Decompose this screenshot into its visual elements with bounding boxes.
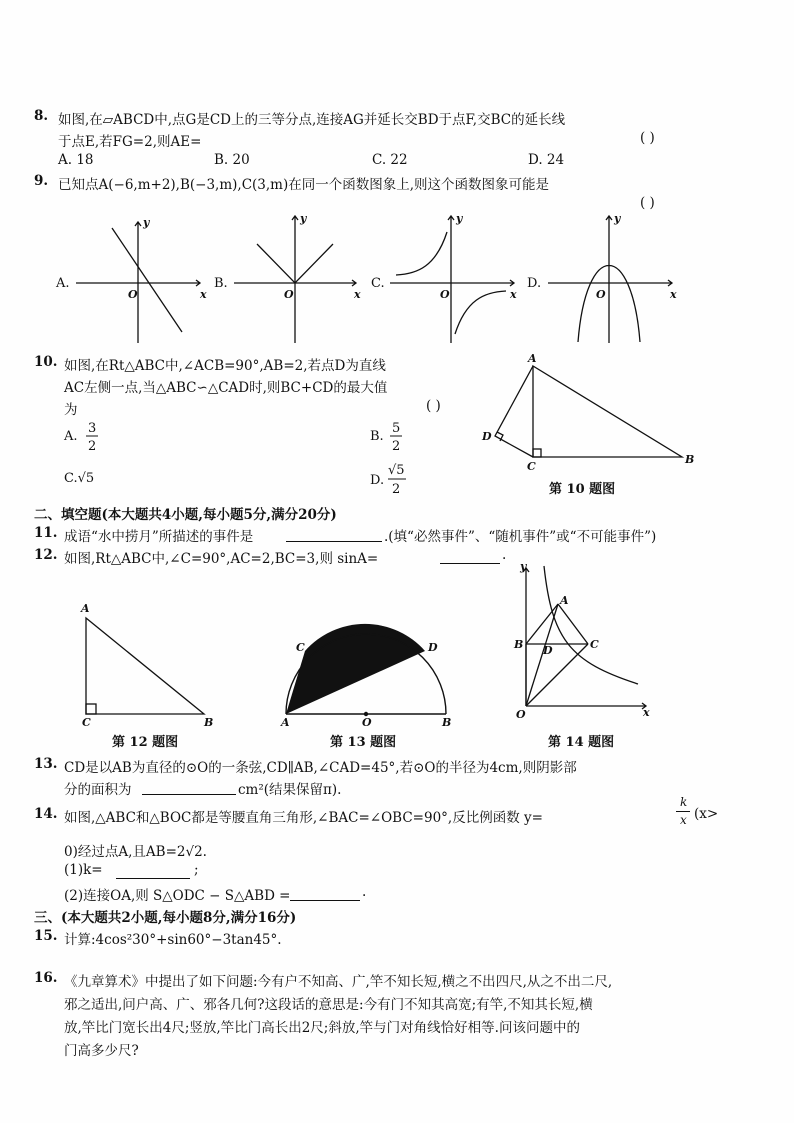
q9-a-origin: O	[128, 288, 138, 301]
fig14-figure	[523, 566, 646, 709]
section2-heading: 二、填空题(本大题共4小题,每小题5分,满分20分)	[34, 507, 337, 523]
q9-answer-paren: ( )	[640, 195, 655, 211]
q10-option-a-label: A.	[64, 429, 78, 444]
q8-text-line1: 如图,在▱ABCD中,点G是CD上的三等分点,连接AG并延长交BD于点F,交BC的延长线	[58, 112, 566, 128]
q10-text-line3: 为	[64, 402, 78, 418]
q10-text-line1: 如图,在Rt△ABC中,∠ACB=90°,AB=2,若点D为直线	[64, 358, 386, 374]
q10-answer-paren: ( )	[426, 398, 441, 414]
q8-number: 8.	[34, 108, 49, 124]
q14-part2-label: (2)连接OA,则 S△ODC − S△ABD =	[64, 888, 291, 904]
fig13-caption: 第 13 题图	[330, 735, 397, 750]
fig10-label-c: C	[527, 460, 536, 473]
fig12-label-a: A	[81, 602, 90, 615]
fig13-label-d: D	[428, 641, 438, 654]
q14-text-line1: 如图,△ABC和△BOC都是等腰直角三角形,∠BAC=∠OBC=90°,反比例函数 y=	[64, 810, 543, 826]
q13-text-line1: CD是以AB为直径的⊙O的一条弦,CD∥AB,∠CAD=45°,若⊙O的半径为4cm,则阴影部	[64, 760, 577, 776]
fig14-label-a: A	[560, 594, 569, 607]
q16-number: 16.	[34, 970, 58, 986]
q9-d-origin: O	[596, 288, 606, 301]
q14-fraction-num: k	[680, 795, 688, 809]
q14-fraction-bar	[676, 811, 690, 812]
q8-option-c: C. 22	[372, 152, 408, 168]
q10-option-a-den: 2	[88, 439, 97, 454]
q13-text-line2b: cm²(结果保留π).	[238, 782, 342, 798]
fig14-label-b: B	[514, 638, 524, 651]
q9-number: 9.	[34, 173, 49, 189]
q13-text-line2a: 分的面积为	[64, 782, 132, 798]
q16-text-line4: 门高多少尺?	[64, 1043, 139, 1059]
q14-text-line2: 0)经过点A,且AB=2√2.	[64, 844, 207, 860]
q10-text-line2: AC左侧一点,当△ABC∽△CAD时,则BC+CD的最大值	[64, 380, 388, 396]
fig10-label-a: A	[528, 352, 537, 365]
q9-option-b-label: B.	[214, 276, 228, 291]
q14-fraction-den: x	[680, 813, 687, 827]
q12-text-tail: .	[502, 547, 507, 563]
fig10-caption: 第 10 题图	[549, 482, 616, 497]
q10-option-d-den: 2	[392, 482, 401, 497]
fig14-x-label: x	[643, 706, 650, 719]
q9-a-x-label: x	[200, 288, 207, 301]
fig13-label-a: A	[281, 716, 290, 729]
q9-c-x-label: x	[510, 288, 517, 301]
q14-number: 14.	[34, 806, 58, 822]
q9-d-x-label: x	[670, 288, 677, 301]
q11-text: 成语“水中捞月”所描述的事件是	[64, 529, 254, 545]
q10-option-b-num: 5	[392, 421, 401, 436]
fig13-label-c: C	[296, 641, 305, 654]
q9-option-c-label: C.	[371, 276, 385, 291]
q12-number: 12.	[34, 547, 58, 563]
q10-option-c: C.√5	[64, 471, 95, 486]
fig13-label-b: B	[442, 716, 452, 729]
q10-option-d-num: √5	[388, 463, 405, 478]
q10-option-b-label: B.	[370, 429, 384, 444]
q9-c-y-label: y	[456, 212, 463, 225]
fig12-triangle	[86, 618, 204, 714]
q16-text-line3: 放,竿比门宽长出4尺;竖放,竿比门高长出2尺;斜放,竿与门对角线恰好相等.问该问题中的	[64, 1020, 580, 1036]
q9-b-x-label: x	[354, 288, 361, 301]
fig13-label-o: O	[362, 716, 372, 729]
q13-answer-blank[interactable]	[142, 780, 236, 795]
q9-a-y-label: y	[143, 216, 150, 229]
fig12-caption: 第 12 题图	[112, 735, 179, 750]
fig14-caption: 第 14 题图	[548, 735, 615, 750]
fig12-label-b: B	[204, 716, 214, 729]
fig14-label-o: O	[516, 708, 526, 721]
q9-text: 已知点A(−6,m+2),B(−3,m),C(3,m)在同一个函数图象上,则这个函数图象可能是	[58, 177, 550, 193]
q9-c-origin: O	[440, 288, 450, 301]
fig10-label-d: D	[482, 430, 492, 443]
q10-number: 10.	[34, 354, 58, 370]
q12-text: 如图,Rt△ABC中,∠C=90°,AC=2,BC=3,则 sinA=	[64, 551, 379, 567]
fig12-label-c: C	[82, 716, 91, 729]
q8-option-a: A. 18	[58, 152, 94, 168]
q10-option-d-label: D.	[370, 473, 385, 488]
q14-part1-tail: ;	[194, 862, 199, 878]
q13-number: 13.	[34, 756, 58, 772]
q10-option-a-num: 3	[88, 421, 97, 436]
q8-answer-paren: ( )	[640, 130, 655, 146]
q9-b-origin: O	[284, 288, 294, 301]
q14-part1-blank[interactable]	[116, 864, 190, 879]
q11-number: 11.	[34, 525, 58, 541]
q14-text-line1-tail: (x>	[694, 806, 719, 822]
q8-option-d: D. 24	[528, 152, 565, 168]
q14-part2-tail: .	[362, 884, 367, 900]
q15-number: 15.	[34, 928, 58, 944]
q14-part1-label: (1)k=	[64, 862, 103, 878]
q9-d-y-label: y	[614, 212, 621, 225]
q10-option-b-den: 2	[392, 439, 401, 454]
q15-text: 计算:4cos²30°+sin60°−3tan45°.	[64, 932, 282, 948]
fig14-label-c: C	[590, 638, 599, 651]
q14-part2-blank[interactable]	[290, 886, 360, 901]
q8-option-b: B. 20	[214, 152, 250, 168]
q9-option-d-label: D.	[527, 276, 542, 291]
fig14-label-d: D	[543, 644, 553, 657]
q9-b-y-label: y	[300, 212, 307, 225]
section3-heading: 三、(本大题共2小题,每小题8分,满分16分)	[34, 910, 297, 926]
q16-text-line2: 邪之适出,问户高、广、邪各几何?这段话的意思是:今有门不知其高宽;有竿,不知其长短,横	[64, 997, 593, 1013]
q9-option-a-label: A.	[56, 276, 70, 291]
q11-text-tail: .(填“必然事件”、“随机事件”或“不可能事件”)	[384, 529, 657, 545]
fig13-semicircle	[286, 624, 446, 716]
fig10-label-b: B	[685, 453, 695, 466]
q8-text-line2: 于点E,若FG=2,则AE=	[58, 134, 202, 150]
q16-text-line1: 《九章算术》中提出了如下问题:今有户不知高、广,竿不知长短,横之不出四尺,从之不出二尺,	[64, 974, 613, 990]
fig14-y-label: y	[520, 560, 527, 573]
